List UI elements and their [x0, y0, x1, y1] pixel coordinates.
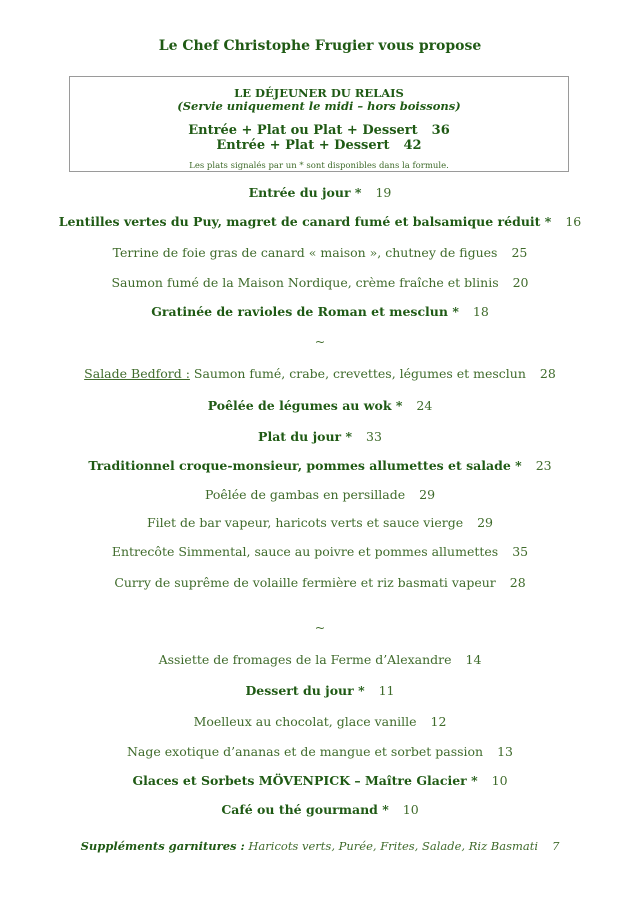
- item-name: Filet de bar vapeur, haricots verts et sauce vierge: [146, 515, 464, 530]
- menu-item: [0, 429, 640, 444]
- formula-title: LE DÉJEUNER DU RELAIS: [234, 86, 404, 100]
- menu-item: [0, 245, 640, 260]
- menu-item: [0, 544, 640, 559]
- formula-option-1: [70, 123, 568, 138]
- item-price: 25: [511, 245, 528, 260]
- item-name: Gratinée de ravioles de Roman et mesclun *: [151, 304, 459, 319]
- item-price: 13: [497, 744, 514, 759]
- item-name: Nage exotique d’ananas et de mangue et sorbet passion: [126, 744, 484, 759]
- item-name: Entrecôte Simmental, sauce au poivre et pommes allumettes: [111, 544, 499, 559]
- item-price: 19: [375, 185, 392, 200]
- menu-item: [0, 185, 640, 200]
- menu-item: [0, 575, 640, 590]
- item-name: Glaces et Sorbets MÖVENPICK – Maître Glacier *: [132, 773, 478, 788]
- lunch-formula-box: [69, 76, 569, 172]
- formula-option-1-label: Entrée + Plat ou Plat + Dessert: [188, 123, 418, 138]
- item-price: 16: [565, 214, 582, 229]
- supplements-label: Suppléments garnitures :: [80, 839, 245, 853]
- supplements-text: Haricots verts, Purée, Frites, Salade, Riz Basmati: [244, 839, 539, 853]
- item-price: 10: [402, 802, 419, 817]
- menu-item: [0, 398, 640, 413]
- formula-option-2-price: 42: [403, 138, 422, 153]
- menu-item: [0, 802, 640, 817]
- supplements-line: [0, 839, 640, 853]
- item-price: 11: [378, 683, 395, 698]
- supplements-price: 7: [552, 839, 560, 853]
- item-price: 23: [535, 458, 552, 473]
- item-prefix: Salade Bedford :: [84, 366, 190, 381]
- item-price: 28: [509, 575, 526, 590]
- item-price: 12: [430, 714, 447, 729]
- menu-item: [0, 773, 640, 788]
- item-name: Poêlée de gambas en persillade: [204, 487, 406, 502]
- formula-note: Les plats signalés par un * sont disponibles dans la formule.: [189, 161, 449, 171]
- item-name: Café ou thé gourmand *: [221, 802, 389, 817]
- menu-item: [0, 304, 640, 319]
- section-separator: ~: [314, 334, 326, 349]
- item-name: Assiette de fromages de la Ferme d’Alexandre: [158, 652, 452, 667]
- formula-option-1-price: 36: [431, 123, 450, 138]
- menu-item: [0, 744, 640, 759]
- item-name: Poêlée de légumes au wok *: [207, 398, 403, 413]
- menu-item: [0, 487, 640, 502]
- item-name: Moelleux au chocolat, glace vanille: [193, 714, 417, 729]
- item-price: 28: [539, 366, 556, 381]
- item-price: 33: [366, 429, 382, 444]
- menu-item: [0, 214, 640, 229]
- menu-item: [0, 683, 640, 698]
- section-separator: ~: [314, 620, 326, 635]
- item-price: 14: [465, 652, 482, 667]
- item-price: 10: [491, 773, 508, 788]
- menu-item: [0, 275, 640, 290]
- item-name: Dessert du jour *: [245, 683, 365, 698]
- item-price: 29: [419, 487, 436, 502]
- item-price: 20: [512, 275, 529, 290]
- item-price: 35: [512, 544, 529, 559]
- formula-subtitle: (Servie uniquement le midi – hors boissons): [177, 99, 461, 113]
- menu-item: [0, 458, 640, 473]
- item-price: 18: [472, 304, 489, 319]
- item-name: Plat du jour *: [258, 429, 353, 444]
- item-name: Saumon fumé de la Maison Nordique, crème fraîche et blinis: [111, 275, 499, 290]
- menu-item: [0, 714, 640, 729]
- formula-option-2: [70, 138, 568, 153]
- item-name: Traditionnel croque-monsieur, pommes allumettes et salade *: [88, 458, 522, 473]
- menu-title: Le Chef Christophe Frugier vous propose: [158, 38, 482, 54]
- item-name: Terrine de foie gras de canard « maison », chutney de figues: [112, 245, 498, 260]
- item-price: 24: [416, 398, 433, 413]
- item-name: Entrée du jour *: [248, 185, 362, 200]
- item-price: 29: [477, 515, 494, 530]
- menu-item: [0, 652, 640, 667]
- formula-option-2-label: Entrée + Plat + Dessert: [216, 138, 390, 153]
- item-name: Lentilles vertes du Puy, magret de canard fumé et balsamique réduit *: [58, 214, 552, 229]
- item-name: Saumon fumé, crabe, crevettes, légumes et mesclun: [189, 366, 526, 381]
- menu-item: [0, 515, 640, 530]
- item-name: Curry de suprême de volaille fermière et riz basmati vapeur: [114, 575, 496, 590]
- menu-item: [0, 366, 640, 381]
